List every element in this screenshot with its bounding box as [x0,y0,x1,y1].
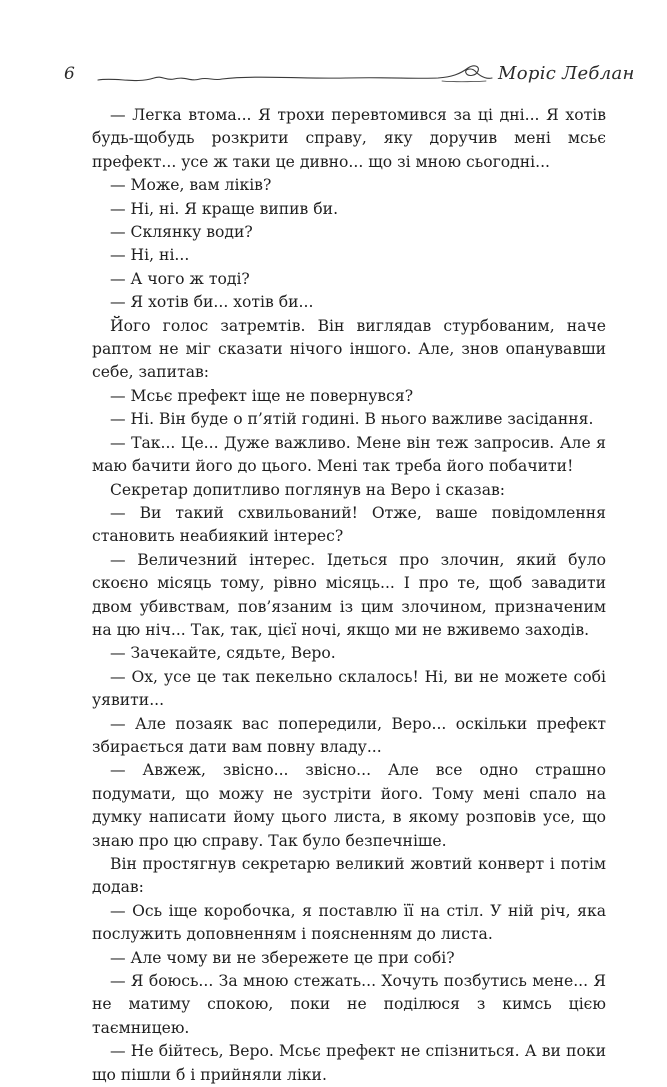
paragraph: — Ні, ні... [110,246,190,265]
paragraph: — А чого ж тоді? [110,269,250,288]
paragraph: — Ось іще коробочка, я поставлю її на стіл. У ній річ, яка послужить доповненням і поясненням до листа. [92,901,606,944]
paragraph: Його голос затремтів. Він виглядав стурбованим, наче раптом не міг сказати нічого іншого. Але, знов опанувавши себе, запитав: [92,316,606,382]
ornament-flourish-icon [96,60,494,88]
paragraph: — Авжеж, звісно... звісно... Але все одно страшно подумати, що можу не зустріти його. Тому мені спало на думку написати йому цього листа, в якому розповів усе, що знаю про цю справу. Так було безпечніше. [92,761,606,850]
paragraph: — Так... Це... Дуже важливо. Мене він теж запросив. Але я маю бачити його до цього. Мені так треба його побачити! [92,433,606,476]
paragraph: — Ні. Він буде о п’ятій годині. В нього важливе засідання. [110,410,594,429]
paragraph: — Ви такий схвильований! Отже, ваше повідомлення становить неабиякий інтерес? [92,503,606,546]
paragraph: — Я боюсь... За мною стежать... Хочуть позбутись мене... Я не матиму спокою, поки не поділюся з кимсь цією таємницею. [92,972,606,1037]
paragraph: — Склянку води? [110,223,253,242]
running-author-name: Моріс Леблан [498,63,635,84]
paragraph: — Ні, ні. Я краще випив би. [110,199,339,218]
paragraph: — Величезний інтерес. Ідеться про злочин, який було скоєно місяць тому, рівно місяць... І про те, щоб завадити двом убивствам, пов’язаним із цим злочином, призначеним на цю ніч... Так, так, цієї ночі, якщо ми не вживемо заходів. [92,550,606,639]
paragraph: — Але чому ви не збережете це при собі? [110,948,455,967]
paragraph: — Ох, усе це так пекельно склалось! Ні, ви не можете собі уявити... [92,667,606,710]
paragraph: — Зачекайте, сядьте, Веро. [110,644,336,663]
paragraph: — Мсьє префект іще не повернувся? [110,386,414,405]
paragraph: — Може, вам ліків? [110,176,272,195]
page-number: 6 [64,64,75,84]
paragraph: — Не бійтесь, Веро. Мсьє префект не спізниться. А ви поки що пішли б і прийняли ліки. [92,1042,606,1084]
paragraph: — Легка втома... Я трохи перевтомився за ці дні... Я хотів будь-щобудь розкрити справу, яку доручив мені мсьє префект... усе ж таки це дивно... що зі мною сьогодні... [92,106,606,171]
paragraph: Він простягнув секретарю великий жовтий конверт і потім додав: [92,855,606,897]
paragraph: — Але позаяк вас попередили, Веро... оскільки префект збирається дати вам повну владу... [92,714,606,756]
running-header [0,56,667,96]
paragraph: — Я хотів би... хотів би... [110,293,314,312]
paragraph: Секретар допитливо поглянув на Веро і сказав: [110,480,506,499]
body-text [92,104,606,1087]
